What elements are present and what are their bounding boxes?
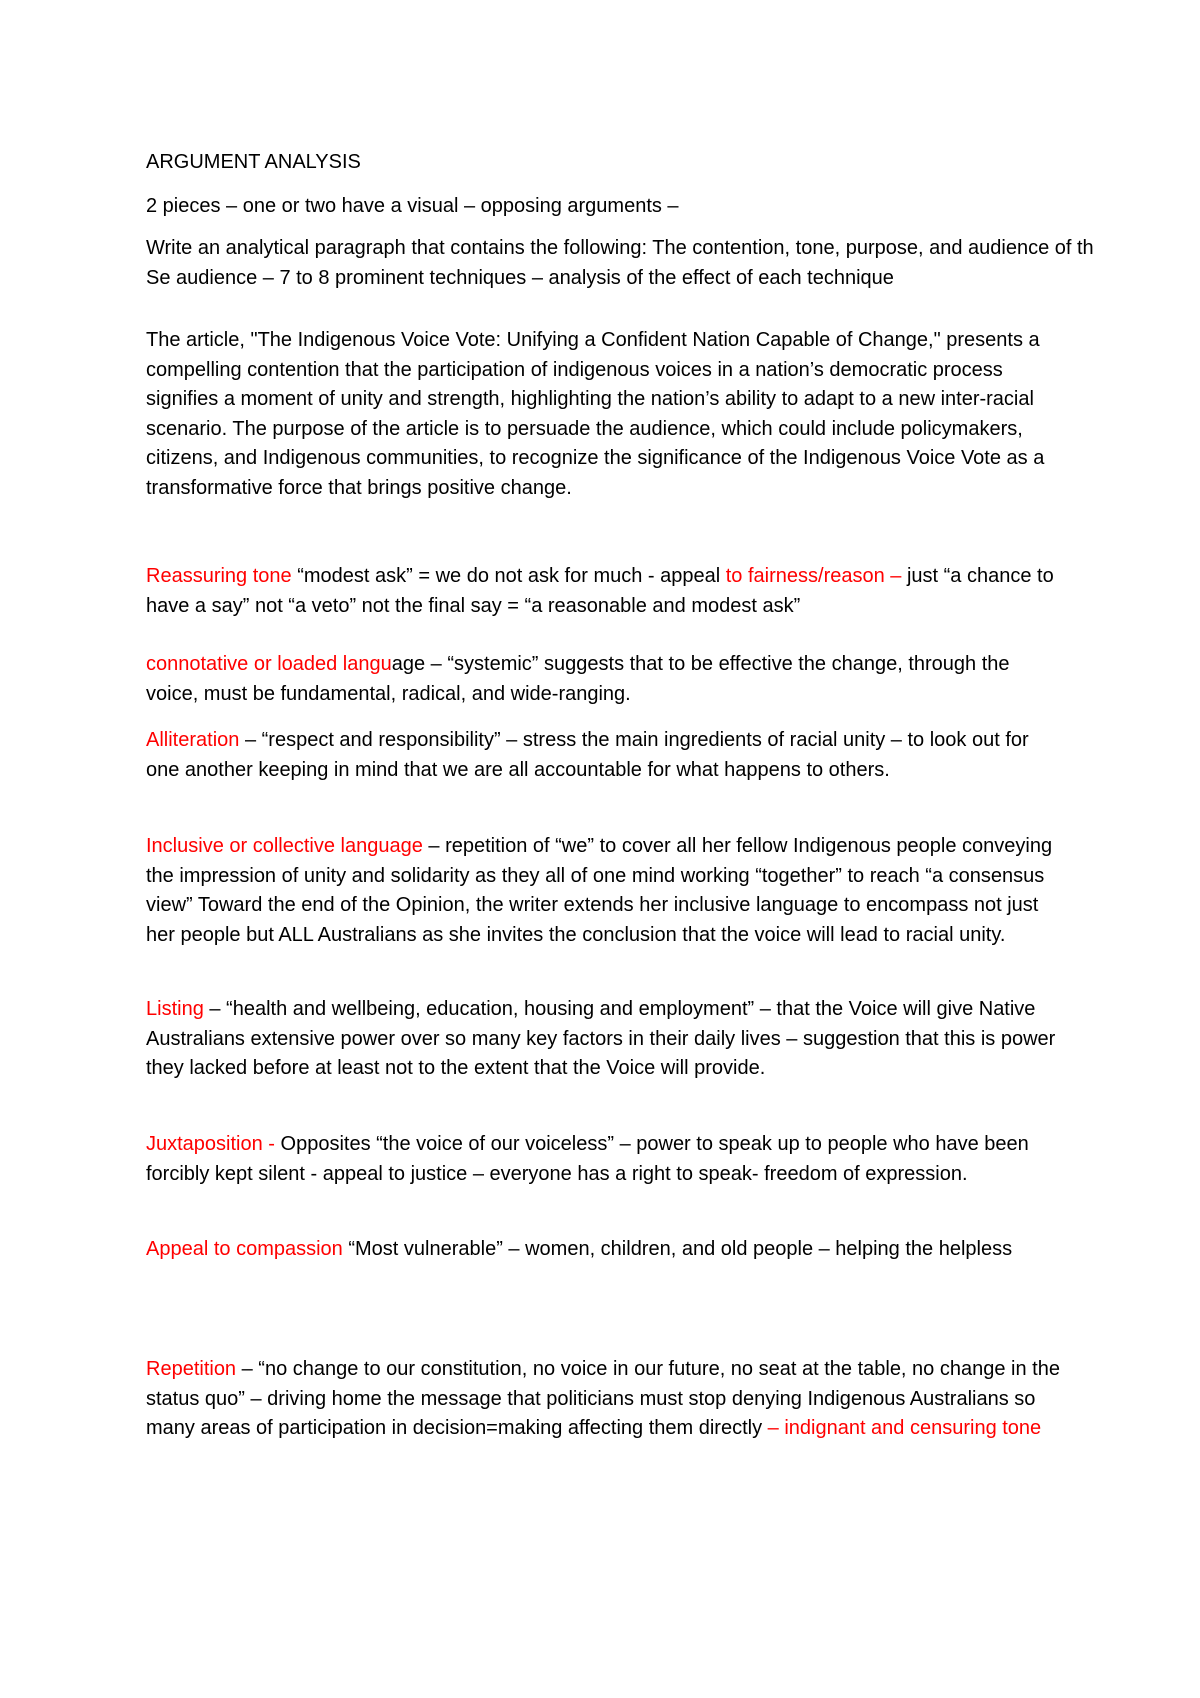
technique-text: “modest ask” = we do not ask for much - appeal [291, 565, 726, 587]
technique-reassuring-tone [146, 562, 1066, 621]
technique-label: Alliteration [146, 729, 240, 751]
technique-sublabel: to fairness/reason – [725, 565, 902, 587]
document-title: ARGUMENT ANALYSIS [146, 151, 361, 173]
technique-sublabel: – indignant and censuring tone [762, 1417, 1042, 1440]
technique-text: Opposites “the voice of our voiceless” – power to speak up to people who have been forcibly kept silent - appeal to justice – everyone has a right to speak- freedom of expression. [146, 1133, 1029, 1185]
technique-label: Reassuring tone [146, 565, 292, 587]
technique-label: Listing [146, 998, 204, 1020]
technique-label: Repetition [146, 1358, 237, 1380]
technique-label: Appeal to compassion [146, 1238, 343, 1260]
technique-text: age – “systemic” suggests that to be effective the change, through the voice, must be fundamental, radical, and wide-ranging. [146, 653, 1010, 705]
task-instructions [146, 234, 1094, 293]
technique-label: connotative or loaded langu [146, 653, 392, 675]
technique-text: – “health and wellbeing, education, housing and employment” – that the Voice will give Native Australians extensive power over so many key factors in their daily lives – suggestion that this is power they lacked before at least not to the extent that the Voice will provide. [146, 998, 1056, 1080]
technique-appeal-to-compassion [146, 1235, 1066, 1265]
technique-label: Juxtaposition - [146, 1133, 275, 1155]
technique-connotative-language [146, 650, 1066, 709]
intro-line: 2 pieces – one or two have a visual – opposing arguments – [146, 195, 679, 217]
technique-inclusive-language [146, 832, 1066, 950]
technique-label: Inclusive or collective language [146, 835, 423, 857]
technique-text: – “no change to our constitution, no voice in our future, no seat at the table, no change in the status quo” – driving home the message that politicians must stop denying Indigenous Australians so many areas of participation in decision=making affecting them directly [146, 1358, 1060, 1440]
technique-listing [146, 995, 1066, 1084]
technique-text-continued: just “a chance to have a say” not “a veto” not the final say = “a reasonable and modest ask” [146, 565, 1054, 617]
document-page [146, 0, 1200, 1698]
summary-paragraph: The article, "The Indigenous Voice Vote: Unifying a Confident Nation Capable of Change," presents a compelling contention that the participation of indigenous voices in a nation’s democratic process signifies a moment of unity and strength, highlighting the nation’s ability to adapt to a new inter-racial scenario. The purpose of the article is to persuade the audience, which could include policymakers, citizens, and Indigenous communities, to recognize the significance of the Indigenous Voice Vote as a transformative force that brings positive change. [146, 329, 1045, 499]
technique-juxtaposition [146, 1130, 1066, 1189]
technique-text: – repetition of “we” to cover all her fellow Indigenous people conveying the impression of unity and solidarity as they all of one mind working “together” to reach “a consensus view” Toward the end of the Opinion, the writer extends her inclusive language to encompass not just her people but ALL Australians as she invites the conclusion that the voice will lead to racial unity. [146, 835, 1053, 946]
task-line-2: Se audience – 7 to 8 prominent techniques – analysis of the effect of each technique [146, 266, 894, 289]
technique-text: “Most vulnerable” – women, children, and old people – helping the helpless [342, 1238, 1013, 1260]
technique-repetition [146, 1355, 1066, 1444]
technique-text: – “respect and responsibility” – stress the main ingredients of racial unity – to look out for one another keeping in mind that we are all accountable for what happens to others. [146, 729, 1029, 781]
technique-alliteration [146, 726, 1066, 785]
task-line-1: Write an analytical paragraph that contains the following: The contention, tone, purpose, and audience of th [146, 237, 1094, 259]
